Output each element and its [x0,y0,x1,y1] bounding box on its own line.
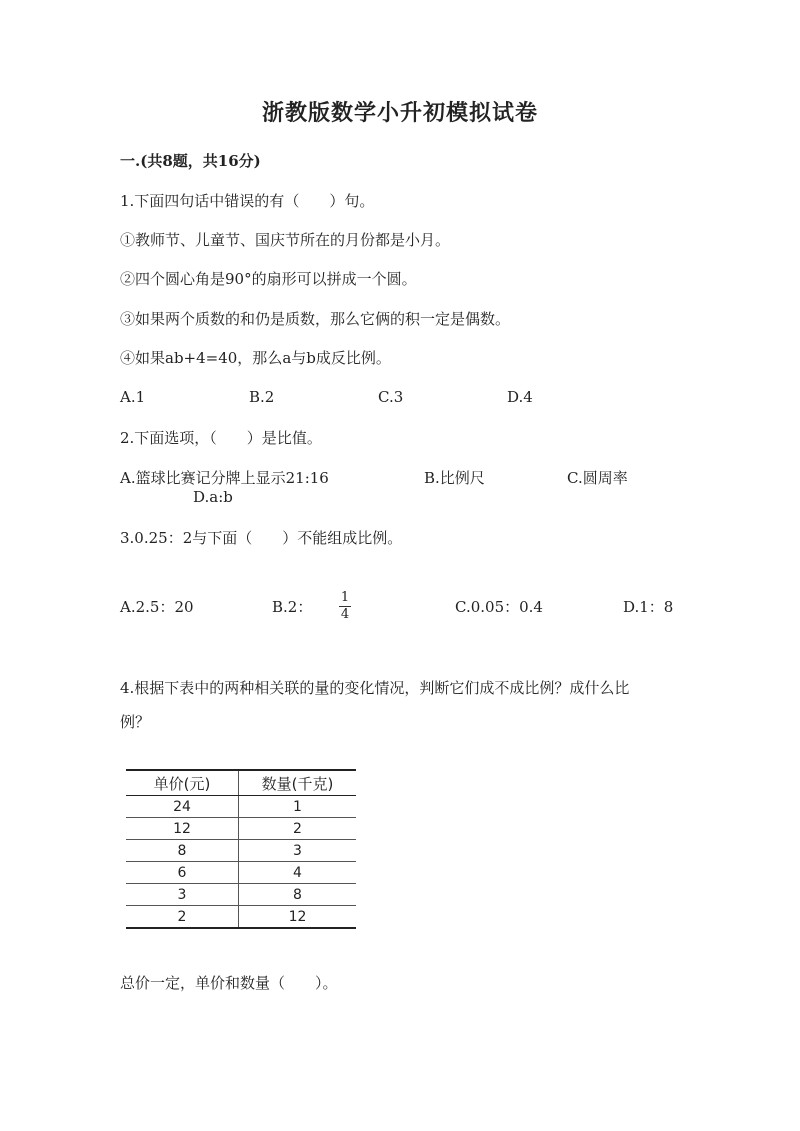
fraction-numerator: 1 [340,590,350,605]
table-cell-price: 3 [126,884,239,906]
question-1-statement-4: ④如果ab+4=40，那么a与b成反比例。 [120,349,391,367]
table-row [126,862,356,884]
question-1-statement-3: ③如果两个质数的和仍是质数，那么它俩的积一定是偶数。 [120,310,511,328]
question-1-option-c: C.3 [378,388,404,406]
table-cell-quantity: 4 [239,862,357,884]
question-4-stem-line-1: 4.根据下表中的两种相关联的量的变化情况，判断它们成不成比例？成什么比 [120,679,630,697]
table-header-unit-price: 单价(元) [126,770,239,796]
question-3-option-b: B.2： [272,598,313,616]
table-row [126,840,356,862]
table-cell-price: 2 [126,906,239,929]
table-cell-quantity: 1 [239,796,357,818]
table-row [126,818,356,840]
price-quantity-table [126,769,356,929]
table-cell-price: 24 [126,796,239,818]
question-1-statement-1: ①教师节、儿童节、国庆节所在的月份都是小月。 [120,231,451,249]
question-3-option-a: A.2.5：20 [120,598,194,616]
question-1-option-b: B.2 [249,388,275,406]
question-4-tail: 总价一定，单价和数量（ ）。 [120,974,338,992]
question-2-option-d: D.a:b [193,488,233,506]
table-cell-quantity: 8 [239,884,357,906]
question-2-option-c: C.圆周率 [567,469,628,487]
question-1-stem: 1.下面四句话中错误的有（ ）句。 [120,192,375,210]
question-3-option-c: C.0.05：0.4 [455,598,543,616]
table-row [126,906,356,929]
question-1-option-a: A.1 [120,388,146,406]
table-cell-price: 12 [126,818,239,840]
table-cell-price: 8 [126,840,239,862]
table-cell-quantity: 12 [239,906,357,929]
question-4-stem-line-2: 例？ [120,713,151,731]
question-2-stem: 2.下面选项，（ ）是比值。 [120,429,322,447]
question-3-option-d: D.1：8 [623,598,674,616]
question-3-option-b-fraction [339,591,351,622]
question-1-option-d: D.4 [507,388,533,406]
table-cell-quantity: 2 [239,818,357,840]
question-1-statement-2: ②四个圆心角是90°的扇形可以拼成一个圆。 [120,270,417,288]
table-header-row [126,770,356,796]
question-2-option-a: A.篮球比赛记分牌上显示21:16 [120,469,329,487]
fraction-denominator: 4 [340,607,350,622]
page-title: 浙教版数学小升初模拟试卷 [261,100,538,126]
question-2-option-b: B.比例尺 [424,469,485,487]
table-row [126,884,356,906]
table-header-quantity: 数量(千克) [239,770,357,796]
question-3-stem: 3.0.25：2与下面（ ）不能组成比例。 [120,529,403,547]
section-heading: 一.(共8题，共16分) [120,152,261,170]
table-row [126,796,356,818]
table-cell-price: 6 [126,862,239,884]
table-cell-quantity: 3 [239,840,357,862]
